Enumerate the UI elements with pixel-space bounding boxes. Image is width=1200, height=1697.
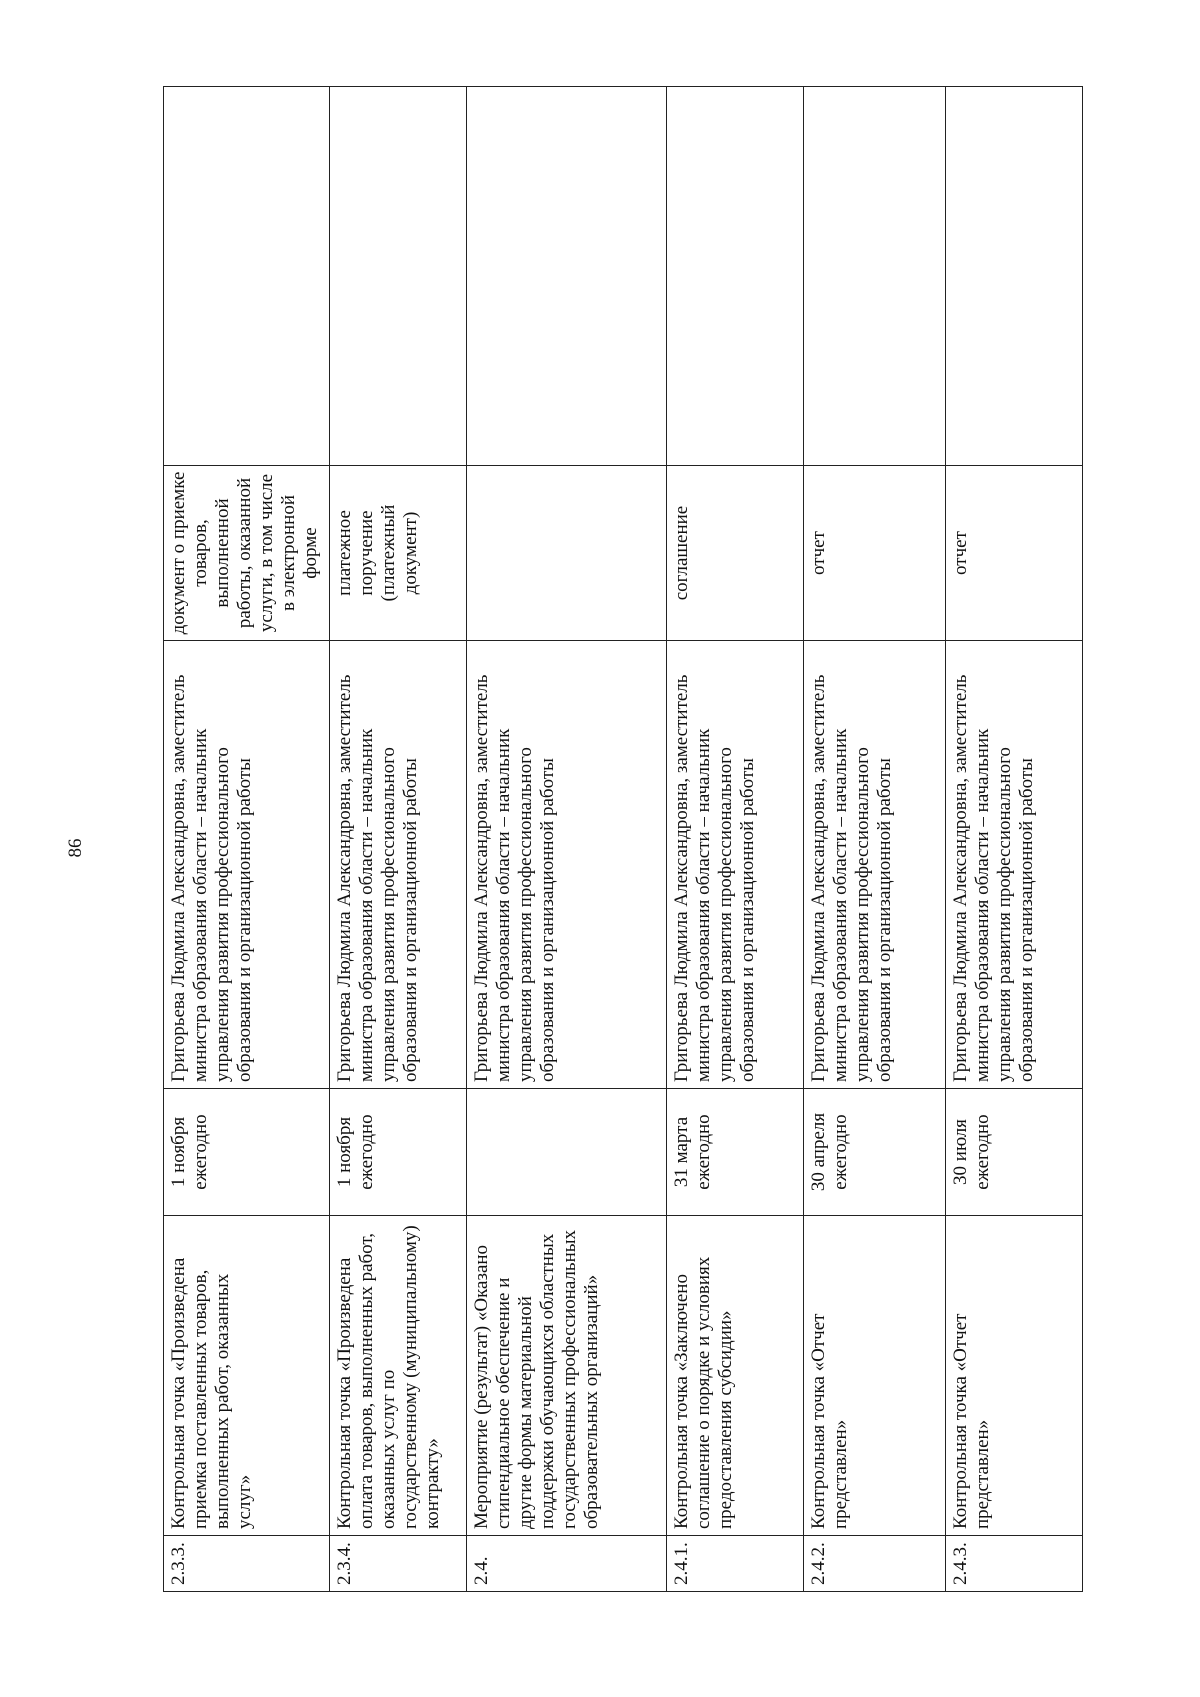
page-number: 86 [65,838,86,858]
table-row [466,87,666,1592]
responsible-person: Григорьева Людмила Александровна, заместитель министра образования области – начальник управления развития профессионального образования и организационной работы [945,641,1082,1089]
deadline: 30 июля ежегодно [945,1089,1082,1216]
event-name: Контрольная точка «Заключено соглашение о порядке и условиях предоставления субсидии» [666,1216,803,1536]
table-row [666,87,803,1592]
document-type: платежное поручение (платежный документ) [330,466,466,641]
extra-info [666,87,803,466]
responsible-person: Григорьева Людмила Александровна, заместитель министра образования области – начальник управления развития профессионального образования и организационной работы [466,641,666,1089]
event-name: Контрольная точка «Произведена оплата товаров, выполненных работ, оказанных услуг по государственному (муниципальному) контракту» [330,1216,466,1536]
event-name: Контрольная точка «Произведена приемка поставленных товаров, выполненных работ, оказанных услуг» [164,1216,330,1536]
document-type: отчет [804,466,946,641]
extra-info [804,87,946,466]
table-row [330,87,466,1592]
responsible-person: Григорьева Людмила Александровна, заместитель министра образования области – начальник управления развития профессионального образования и организационной работы [164,641,330,1089]
table-row [164,87,330,1592]
row-number: 2.3.4. [330,1536,466,1592]
deadline [466,1089,666,1216]
row-number: 2.4.3. [945,1536,1082,1592]
responsible-person: Григорьева Людмила Александровна, заместитель министра образования области – начальник управления развития профессионального образования и организационной работы [330,641,466,1089]
deadline: 31 марта ежегодно [666,1089,803,1216]
extra-info [164,87,330,466]
row-number: 2.3.3. [164,1536,330,1592]
row-number: 2.4.1. [666,1536,803,1592]
extra-info [466,87,666,466]
rotated-table-container [163,87,1083,1592]
responsible-person: Григорьева Людмила Александровна, заместитель министра образования области – начальник управления развития профессионального образования и организационной работы [804,641,946,1089]
document-type: отчет [945,466,1082,641]
deadline: 30 апреля ежегодно [804,1089,946,1216]
extra-info [945,87,1082,466]
event-name: Контрольная точка «Отчет представлен» [945,1216,1082,1536]
plan-table [163,86,1083,1592]
table-row [945,87,1082,1592]
document-type: соглашение [666,466,803,641]
document-type: документ о приемке товаров, выполненной работы, оказанной услуги, в том числе в электронной форме [164,466,330,641]
event-name: Контрольная точка «Отчет представлен» [804,1216,946,1536]
extra-info [330,87,466,466]
row-number: 2.4. [466,1536,666,1592]
document-type [466,466,666,641]
responsible-person: Григорьева Людмила Александровна, заместитель министра образования области – начальник управления развития профессионального образования и организационной работы [666,641,803,1089]
event-name: Мероприятие (результат) «Оказано стипендиальное обеспечение и другие формы материальной поддержки обучающихся областных государственных профессиональных образовательных организаций» [466,1216,666,1536]
deadline: 1 ноября ежегодно [330,1089,466,1216]
deadline: 1 ноября ежегодно [164,1089,330,1216]
table-row [804,87,946,1592]
row-number: 2.4.2. [804,1536,946,1592]
